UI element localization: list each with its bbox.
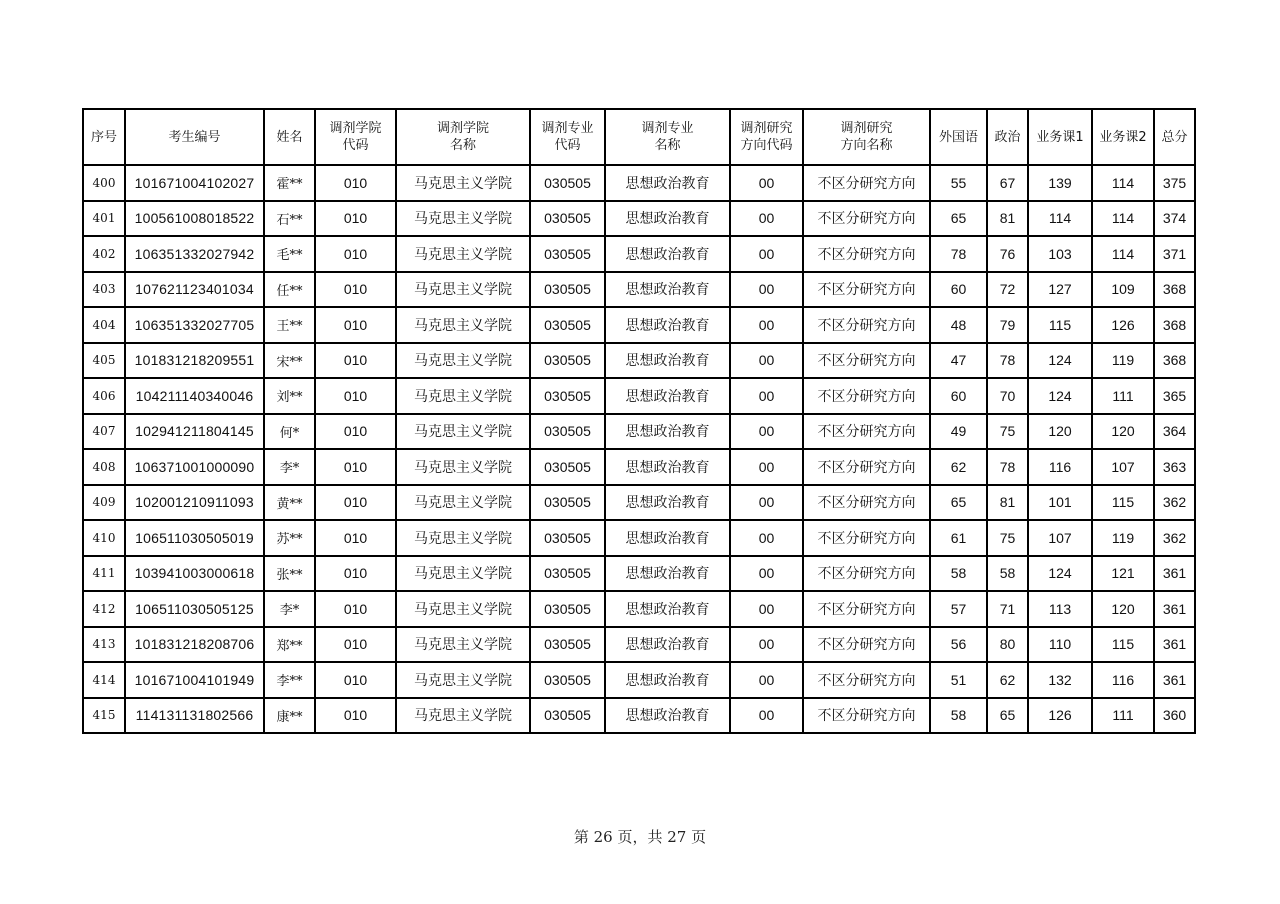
cell-total: 371 [1154, 236, 1195, 272]
cell-candidate-id: 106371001000090 [125, 449, 264, 485]
cell-direction-name: 不区分研究方向 [803, 627, 930, 663]
cell-major-name: 思想政治教育 [605, 662, 730, 698]
cell-major-name: 思想政治教育 [605, 627, 730, 663]
cell-major-name: 思想政治教育 [605, 414, 730, 450]
header-course-1-line: 业务课1 [1036, 129, 1084, 145]
cell-major-code: 030505 [530, 307, 605, 343]
cell-course-1: 113 [1028, 591, 1092, 627]
cell-name: 任** [264, 272, 315, 308]
cell-college-name: 马克思主义学院 [396, 165, 530, 201]
cell-foreign-language: 47 [930, 343, 987, 379]
table-row [83, 378, 1195, 414]
cell-name: 康** [264, 698, 315, 734]
cell-college-name: 马克思主义学院 [396, 591, 530, 627]
cell-major-name: 思想政治教育 [605, 272, 730, 308]
cell-direction-code: 00 [730, 662, 803, 698]
cell-name: 何* [264, 414, 315, 450]
cell-candidate-id: 101831218208706 [125, 627, 264, 663]
cell-direction-code: 00 [730, 627, 803, 663]
cell-major-code: 030505 [530, 236, 605, 272]
header-politics-line: 政治 [994, 129, 1021, 145]
cell-direction-code: 00 [730, 378, 803, 414]
cell-direction-code: 00 [730, 698, 803, 734]
cell-major-name: 思想政治教育 [605, 236, 730, 272]
score-table-container [82, 108, 1196, 734]
cell-politics: 72 [987, 272, 1028, 308]
cell-college-name: 马克思主义学院 [396, 485, 530, 521]
cell-major-code: 030505 [530, 272, 605, 308]
cell-college-name: 马克思主义学院 [396, 698, 530, 734]
header-college-name [396, 109, 530, 165]
cell-course-1: 114 [1028, 201, 1092, 237]
cell-direction-name: 不区分研究方向 [803, 449, 930, 485]
cell-direction-code: 00 [730, 414, 803, 450]
cell-major-name: 思想政治教育 [605, 591, 730, 627]
cell-course-1: 101 [1028, 485, 1092, 521]
cell-total: 362 [1154, 520, 1195, 556]
cell-course-2: 115 [1092, 485, 1154, 521]
cell-foreign-language: 65 [930, 201, 987, 237]
cell-major-name: 思想政治教育 [605, 201, 730, 237]
cell-candidate-id: 114131131802566 [125, 698, 264, 734]
cell-direction-code: 00 [730, 165, 803, 201]
cell-candidate-id: 107621123401034 [125, 272, 264, 308]
table-row [83, 520, 1195, 556]
cell-index: 413 [83, 627, 125, 663]
cell-candidate-id: 106511030505019 [125, 520, 264, 556]
cell-major-code: 030505 [530, 414, 605, 450]
header-total [1154, 109, 1195, 165]
header-direction-name-line: 调剂研究 [840, 121, 893, 136]
cell-total: 375 [1154, 165, 1195, 201]
cell-course-1: 120 [1028, 414, 1092, 450]
cell-course-2: 120 [1092, 414, 1154, 450]
table-row [83, 627, 1195, 663]
cell-index: 409 [83, 485, 125, 521]
cell-direction-name: 不区分研究方向 [803, 662, 930, 698]
cell-index: 412 [83, 591, 125, 627]
cell-index: 401 [83, 201, 125, 237]
cell-college-name: 马克思主义学院 [396, 449, 530, 485]
cell-course-1: 132 [1028, 662, 1092, 698]
cell-college-code: 010 [315, 520, 396, 556]
header-college-name-line: 调剂学院 [436, 121, 489, 136]
cell-index: 402 [83, 236, 125, 272]
cell-course-1: 124 [1028, 556, 1092, 592]
cell-direction-name: 不区分研究方向 [803, 201, 930, 237]
cell-candidate-id: 103941003000618 [125, 556, 264, 592]
cell-candidate-id: 100561008018522 [125, 201, 264, 237]
cell-major-name: 思想政治教育 [605, 343, 730, 379]
cell-politics: 71 [987, 591, 1028, 627]
cell-college-code: 010 [315, 236, 396, 272]
table-row [83, 343, 1195, 379]
cell-direction-name: 不区分研究方向 [803, 485, 930, 521]
table-row [83, 698, 1195, 734]
cell-course-2: 126 [1092, 307, 1154, 343]
cell-politics: 81 [987, 485, 1028, 521]
cell-name: 霍** [264, 165, 315, 201]
cell-total: 361 [1154, 662, 1195, 698]
cell-total: 360 [1154, 698, 1195, 734]
cell-college-code: 010 [315, 698, 396, 734]
cell-direction-code: 00 [730, 201, 803, 237]
cell-major-name: 思想政治教育 [605, 698, 730, 734]
cell-college-name: 马克思主义学院 [396, 307, 530, 343]
cell-index: 410 [83, 520, 125, 556]
cell-politics: 79 [987, 307, 1028, 343]
cell-candidate-id: 102941211804145 [125, 414, 264, 450]
header-course-2 [1092, 109, 1154, 165]
cell-foreign-language: 58 [930, 556, 987, 592]
cell-college-code: 010 [315, 165, 396, 201]
cell-course-2: 114 [1092, 201, 1154, 237]
cell-direction-code: 00 [730, 272, 803, 308]
cell-foreign-language: 62 [930, 449, 987, 485]
cell-college-code: 010 [315, 449, 396, 485]
cell-total: 361 [1154, 556, 1195, 592]
cell-foreign-language: 56 [930, 627, 987, 663]
cell-course-2: 111 [1092, 698, 1154, 734]
cell-politics: 70 [987, 378, 1028, 414]
cell-foreign-language: 48 [930, 307, 987, 343]
cell-major-code: 030505 [530, 449, 605, 485]
cell-foreign-language: 61 [930, 520, 987, 556]
cell-index: 406 [83, 378, 125, 414]
cell-candidate-id: 101831218209551 [125, 343, 264, 379]
header-index-line: 序号 [90, 129, 117, 145]
cell-politics: 62 [987, 662, 1028, 698]
cell-direction-code: 00 [730, 449, 803, 485]
cell-candidate-id: 102001210911093 [125, 485, 264, 521]
table-row [83, 307, 1195, 343]
cell-politics: 81 [987, 201, 1028, 237]
cell-index: 411 [83, 556, 125, 592]
cell-course-2: 121 [1092, 556, 1154, 592]
cell-name: 李** [264, 662, 315, 698]
cell-candidate-id: 101671004101949 [125, 662, 264, 698]
cell-total: 363 [1154, 449, 1195, 485]
cell-college-name: 马克思主义学院 [396, 662, 530, 698]
cell-name: 张** [264, 556, 315, 592]
cell-college-name: 马克思主义学院 [396, 201, 530, 237]
cell-major-name: 思想政治教育 [605, 449, 730, 485]
cell-direction-name: 不区分研究方向 [803, 236, 930, 272]
cell-total: 374 [1154, 201, 1195, 237]
header-candidate-id-line: 考生编号 [168, 129, 221, 145]
cell-index: 407 [83, 414, 125, 450]
cell-candidate-id: 106351332027705 [125, 307, 264, 343]
cell-foreign-language: 65 [930, 485, 987, 521]
cell-major-code: 030505 [530, 662, 605, 698]
cell-course-2: 119 [1092, 520, 1154, 556]
cell-direction-name: 不区分研究方向 [803, 698, 930, 734]
cell-direction-name: 不区分研究方向 [803, 520, 930, 556]
cell-major-code: 030505 [530, 556, 605, 592]
cell-name: 刘** [264, 378, 315, 414]
cell-major-code: 030505 [530, 165, 605, 201]
cell-name: 李* [264, 591, 315, 627]
header-major-code [530, 109, 605, 165]
header-direction-code-line: 方向代码 [740, 138, 793, 153]
table-row [83, 414, 1195, 450]
cell-direction-code: 00 [730, 556, 803, 592]
cell-course-1: 126 [1028, 698, 1092, 734]
cell-index: 404 [83, 307, 125, 343]
cell-direction-code: 00 [730, 520, 803, 556]
cell-index: 414 [83, 662, 125, 698]
cell-course-1: 139 [1028, 165, 1092, 201]
cell-course-2: 111 [1092, 378, 1154, 414]
cell-course-1: 116 [1028, 449, 1092, 485]
cell-major-code: 030505 [530, 378, 605, 414]
cell-course-1: 124 [1028, 378, 1092, 414]
cell-index: 405 [83, 343, 125, 379]
cell-course-2: 119 [1092, 343, 1154, 379]
cell-name: 石** [264, 201, 315, 237]
cell-direction-code: 00 [730, 591, 803, 627]
cell-course-1: 124 [1028, 343, 1092, 379]
cell-college-code: 010 [315, 662, 396, 698]
cell-total: 365 [1154, 378, 1195, 414]
header-direction-name-line: 方向名称 [840, 138, 893, 153]
header-major-code-line: 代码 [554, 138, 581, 153]
cell-course-1: 115 [1028, 307, 1092, 343]
header-major-code-line: 调剂专业 [541, 121, 594, 136]
cell-college-code: 010 [315, 201, 396, 237]
cell-total: 368 [1154, 272, 1195, 308]
cell-college-code: 010 [315, 591, 396, 627]
table-row [83, 662, 1195, 698]
cell-index: 408 [83, 449, 125, 485]
header-college-code-line: 调剂学院 [329, 121, 382, 136]
cell-college-code: 010 [315, 485, 396, 521]
header-college-code-line: 代码 [342, 138, 369, 153]
cell-direction-name: 不区分研究方向 [803, 165, 930, 201]
cell-major-name: 思想政治教育 [605, 378, 730, 414]
cell-major-code: 030505 [530, 485, 605, 521]
header-name [264, 109, 315, 165]
cell-college-name: 马克思主义学院 [396, 520, 530, 556]
cell-politics: 65 [987, 698, 1028, 734]
cell-direction-code: 00 [730, 236, 803, 272]
table-row [83, 485, 1195, 521]
cell-college-name: 马克思主义学院 [396, 556, 530, 592]
cell-college-name: 马克思主义学院 [396, 236, 530, 272]
cell-name: 宋** [264, 343, 315, 379]
cell-course-1: 107 [1028, 520, 1092, 556]
cell-major-code: 030505 [530, 520, 605, 556]
cell-course-2: 109 [1092, 272, 1154, 308]
cell-direction-code: 00 [730, 307, 803, 343]
cell-foreign-language: 78 [930, 236, 987, 272]
cell-course-2: 114 [1092, 165, 1154, 201]
page-footer: 第 26 页，共 27 页 [573, 828, 707, 846]
cell-college-code: 010 [315, 307, 396, 343]
cell-course-2: 120 [1092, 591, 1154, 627]
cell-name: 王** [264, 307, 315, 343]
cell-foreign-language: 55 [930, 165, 987, 201]
score-table [82, 108, 1196, 734]
header-foreign-language [930, 109, 987, 165]
cell-college-name: 马克思主义学院 [396, 343, 530, 379]
cell-total: 368 [1154, 343, 1195, 379]
cell-politics: 67 [987, 165, 1028, 201]
table-row [83, 449, 1195, 485]
cell-candidate-id: 106511030505125 [125, 591, 264, 627]
cell-major-name: 思想政治教育 [605, 520, 730, 556]
cell-course-2: 114 [1092, 236, 1154, 272]
header-major-name-line: 调剂专业 [641, 121, 694, 136]
header-name-line: 姓名 [276, 129, 303, 145]
cell-direction-name: 不区分研究方向 [803, 343, 930, 379]
cell-foreign-language: 60 [930, 378, 987, 414]
cell-foreign-language: 51 [930, 662, 987, 698]
cell-major-name: 思想政治教育 [605, 556, 730, 592]
cell-course-2: 116 [1092, 662, 1154, 698]
cell-college-code: 010 [315, 556, 396, 592]
header-politics [987, 109, 1028, 165]
cell-major-name: 思想政治教育 [605, 485, 730, 521]
table-row [83, 165, 1195, 201]
cell-politics: 78 [987, 449, 1028, 485]
cell-course-1: 110 [1028, 627, 1092, 663]
cell-foreign-language: 49 [930, 414, 987, 450]
cell-name: 郑** [264, 627, 315, 663]
cell-index: 415 [83, 698, 125, 734]
cell-direction-name: 不区分研究方向 [803, 591, 930, 627]
cell-direction-name: 不区分研究方向 [803, 378, 930, 414]
cell-course-1: 127 [1028, 272, 1092, 308]
table-header-row [83, 109, 1195, 165]
cell-name: 黄** [264, 485, 315, 521]
cell-course-2: 107 [1092, 449, 1154, 485]
cell-course-2: 115 [1092, 627, 1154, 663]
cell-major-code: 030505 [530, 201, 605, 237]
table-row [83, 556, 1195, 592]
cell-name: 毛** [264, 236, 315, 272]
header-major-name-line: 名称 [654, 138, 681, 153]
header-index [83, 109, 125, 165]
cell-candidate-id: 106351332027942 [125, 236, 264, 272]
cell-direction-name: 不区分研究方向 [803, 414, 930, 450]
cell-total: 361 [1154, 591, 1195, 627]
cell-college-name: 马克思主义学院 [396, 378, 530, 414]
cell-politics: 75 [987, 414, 1028, 450]
cell-politics: 58 [987, 556, 1028, 592]
table-row [83, 272, 1195, 308]
cell-politics: 76 [987, 236, 1028, 272]
cell-major-name: 思想政治教育 [605, 165, 730, 201]
cell-total: 364 [1154, 414, 1195, 450]
cell-direction-name: 不区分研究方向 [803, 307, 930, 343]
cell-college-name: 马克思主义学院 [396, 272, 530, 308]
cell-direction-name: 不区分研究方向 [803, 556, 930, 592]
header-course-1 [1028, 109, 1092, 165]
header-course-2-line: 业务课2 [1099, 129, 1147, 145]
cell-total: 361 [1154, 627, 1195, 663]
header-college-code [315, 109, 396, 165]
header-direction-code [730, 109, 803, 165]
cell-college-code: 010 [315, 414, 396, 450]
header-major-name [605, 109, 730, 165]
cell-major-code: 030505 [530, 627, 605, 663]
cell-direction-code: 00 [730, 485, 803, 521]
header-total-line: 总分 [1161, 129, 1188, 145]
cell-major-name: 思想政治教育 [605, 307, 730, 343]
header-foreign-language-line: 外国语 [938, 129, 978, 145]
cell-direction-code: 00 [730, 343, 803, 379]
cell-foreign-language: 60 [930, 272, 987, 308]
cell-college-name: 马克思主义学院 [396, 414, 530, 450]
cell-college-code: 010 [315, 343, 396, 379]
cell-politics: 75 [987, 520, 1028, 556]
table-body [83, 165, 1195, 733]
cell-total: 368 [1154, 307, 1195, 343]
cell-candidate-id: 101671004102027 [125, 165, 264, 201]
cell-college-name: 马克思主义学院 [396, 627, 530, 663]
cell-foreign-language: 57 [930, 591, 987, 627]
header-candidate-id [125, 109, 264, 165]
header-direction-code-line: 调剂研究 [740, 121, 793, 136]
cell-major-code: 030505 [530, 591, 605, 627]
header-college-name-line: 名称 [449, 138, 476, 153]
cell-foreign-language: 58 [930, 698, 987, 734]
cell-candidate-id: 104211140340046 [125, 378, 264, 414]
cell-name: 苏** [264, 520, 315, 556]
cell-major-code: 030505 [530, 343, 605, 379]
cell-college-code: 010 [315, 627, 396, 663]
cell-politics: 78 [987, 343, 1028, 379]
cell-total: 362 [1154, 485, 1195, 521]
cell-politics: 80 [987, 627, 1028, 663]
cell-college-code: 010 [315, 378, 396, 414]
cell-index: 400 [83, 165, 125, 201]
table-row [83, 591, 1195, 627]
cell-direction-name: 不区分研究方向 [803, 272, 930, 308]
cell-major-code: 030505 [530, 698, 605, 734]
cell-name: 李* [264, 449, 315, 485]
cell-college-code: 010 [315, 272, 396, 308]
header-direction-name [803, 109, 930, 165]
table-row [83, 236, 1195, 272]
cell-index: 403 [83, 272, 125, 308]
cell-course-1: 103 [1028, 236, 1092, 272]
table-row [83, 201, 1195, 237]
